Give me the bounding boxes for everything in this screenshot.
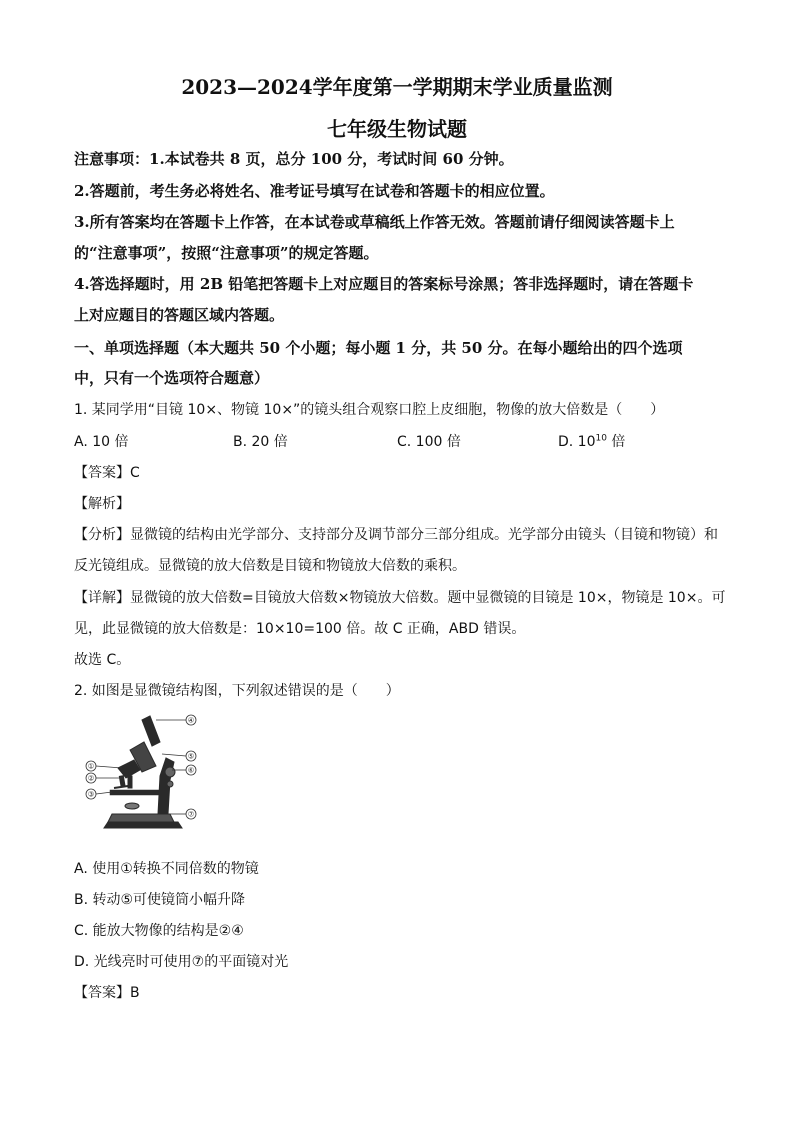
note-3b: 的“注意事项”，按照“注意事项”的规定答题。 xyxy=(74,244,379,262)
note-3a: 3.所有答案均在答题卡上作答，在本试卷或草稿纸上作答无效。答题前请仔细阅读答题卡上 xyxy=(74,213,675,231)
question-2-stem: 2. 如图是显微镜结构图，下列叙述错误的是（ ） xyxy=(74,683,400,699)
figure-label-2: ② xyxy=(87,774,95,783)
q1-option-a: A. 10 倍 xyxy=(74,434,129,450)
q2-answer: 【答案】B xyxy=(74,985,140,1001)
q1-conclusion: 故选 C。 xyxy=(74,652,131,668)
q1-fenxi-1: 【分析】显微镜的结构由光学部分、支持部分及调节部分三部分组成。光学部分由镜头（目镜和物镜）和 xyxy=(74,527,718,543)
q1-answer: 【答案】C xyxy=(74,465,140,481)
q1-option-c: C. 100 倍 xyxy=(397,434,461,450)
note-4b: 上对应题目的答题区域内答题。 xyxy=(74,306,285,324)
q1-analysis-label: 【解析】 xyxy=(74,496,130,512)
q1-fenxi-2: 反光镜组成。显微镜的放大倍数是目镜和物镜放大倍数的乘积。 xyxy=(74,558,466,574)
q2-option-b: B. 转动⑤可使镜筒小幅升降 xyxy=(74,892,246,908)
q2-option-d: D. 光线亮时可使用⑦的平面镜对光 xyxy=(74,954,289,970)
microscope-figure xyxy=(70,710,210,834)
q1-detail-2: 见，此显微镜的放大倍数是：10×10=100 倍。故 C 正确，ABD 错误。 xyxy=(74,621,526,637)
figure-label-3: ③ xyxy=(87,790,95,799)
note-2: 2.答题前，考生务必将姓名、准考证号填写在试卷和答题卡的相应位置。 xyxy=(74,182,555,200)
exam-title: 2023—2024学年度第一学期期末学业质量监测 xyxy=(181,75,613,99)
q2-option-c: C. 能放大物像的结构是②④ xyxy=(74,923,244,939)
figure-label-7: ⑦ xyxy=(187,810,195,819)
figure-label-6: ⑥ xyxy=(187,766,195,775)
q1-option-b: B. 20 倍 xyxy=(233,434,288,450)
note-1: 注意事项：1.本试卷共 8 页，总分 100 分，考试时间 60 分钟。 xyxy=(74,150,514,168)
section-heading-2: 中，只有一个选项符合题意） xyxy=(74,369,270,387)
note-4a: 4.答选择题时，用 2B 铅笔把答题卡上对应题目的答案标号涂黑；答非选择题时，请在答题卡 xyxy=(74,275,694,293)
question-1-stem: 1. 某同学用“目镜 10×、物镜 10×”的镜头组合观察口腔上皮细胞，物像的放大倍数是（ ） xyxy=(74,402,665,418)
exponent: 10 xyxy=(595,433,607,444)
figure-label-4: ④ xyxy=(187,716,195,725)
section-heading-1: 一、单项选择题（本大题共 50 个小题；每小题 1 分，共 50 分。在每小题给出的四个选项 xyxy=(74,339,683,357)
figure-label-5: ⑤ xyxy=(187,752,195,761)
q1-option-d: D. $10^{10}$ 倍 xyxy=(558,433,626,450)
figure-label-1: ① xyxy=(87,762,95,771)
exam-subtitle: 七年级生物试题 xyxy=(327,117,467,141)
q1-detail-1: 【详解】显微镜的放大倍数=目镜放大倍数×物镜放大倍数。题中显微镜的目镜是 10×，物镜是 10×。可 xyxy=(74,590,726,606)
q2-option-a: A. 使用①转换不同倍数的物镜 xyxy=(74,861,259,877)
